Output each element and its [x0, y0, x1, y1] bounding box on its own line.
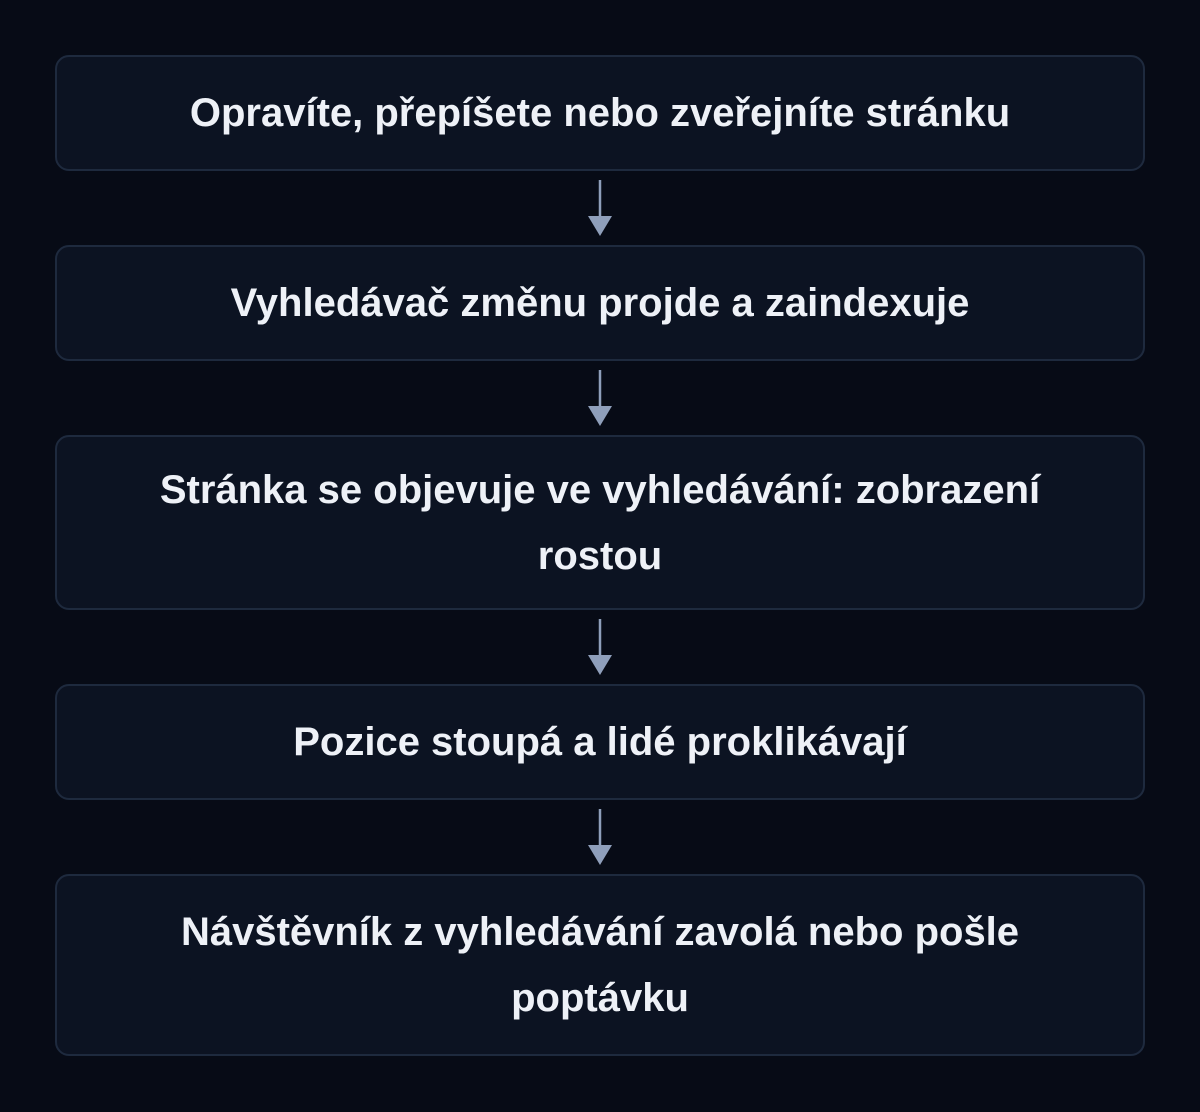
step-box-2 — [55, 245, 1145, 361]
step-label-5: Návštěvník z vyhledávání zavolá nebo pošle poptávku — [180, 910, 1020, 1020]
step-label-1: Opravíte, přepíšete nebo zveřejníte stránku — [189, 91, 1011, 135]
step-label-2: Vyhledávač změnu projde a zaindexuje — [230, 281, 970, 325]
step-label-4: Pozice stoupá a lidé proklikávají — [293, 720, 907, 764]
flow-diagram — [55, 55, 1145, 1056]
step-box-4 — [55, 684, 1145, 800]
arrow-down-icon — [55, 800, 1145, 874]
step-box-5 — [55, 874, 1145, 1056]
step-box-1 — [55, 55, 1145, 171]
arrow-down-icon — [55, 610, 1145, 684]
step-label-3: Stránka se objevuje ve vyhledávání: zobrazení rostou — [159, 467, 1041, 578]
arrow-down-icon — [55, 171, 1145, 245]
step-box-3 — [55, 435, 1145, 610]
arrow-down-icon — [55, 361, 1145, 435]
